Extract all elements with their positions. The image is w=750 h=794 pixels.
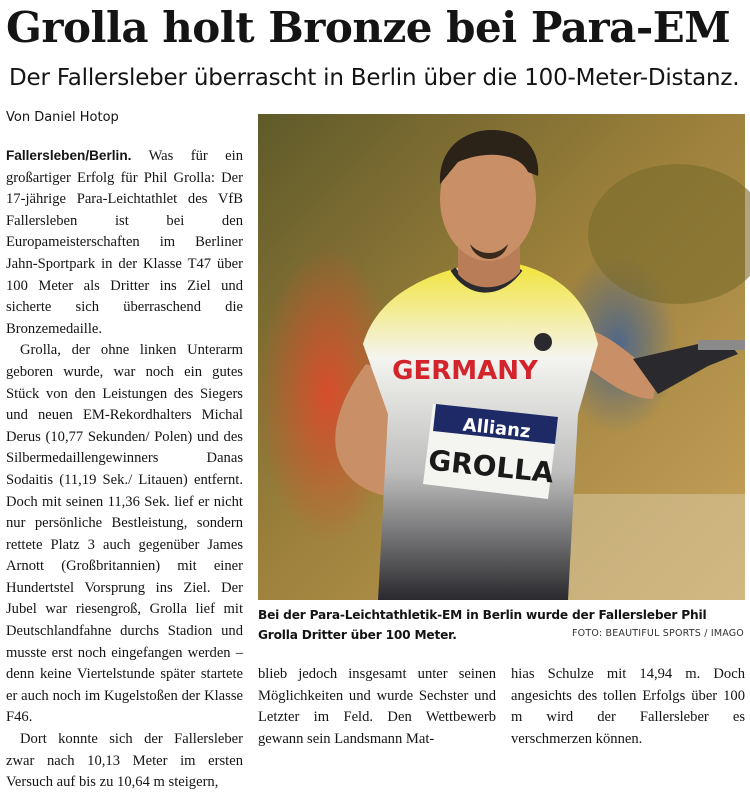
bib-name-text: GROLLA xyxy=(426,443,556,490)
paragraph-2: Grolla, der ohne linken Unterarm geboren wurde, war noch ein gutes Stück von den Leistungen des Siegers und neuen EM-Rekordhalters Michal Derus (10,77 Sekunden/ Polen) und des Silbermedaillengewinners Danas Sodaitis (11,19 Sek./ Litauen) entfernt. Doch mit seinen 11,36 Sek. lief er nicht nur persönliche Bestleistung, sondern rettete Platz 3 auch gegenüber James Arnott (Großbritannien) mit einer Hundertstel Vorsprung ins Ziel. Der Jubel war riesengroß, Grolla lief mit Deutschlandfahne durchs Stadion und musste erst noch eingefangen werden – denn keine Viertelstunde später startete er auch noch im Kugelstoßen der Klasse F46. xyxy=(6,342,243,726)
column-2-text: blieb jedoch insgesamt unter seinen Möglichkeiten und wurde Sechster und Letzter im Feld. Den Wettbewerb gewann sein Landsmann Mat- xyxy=(258,666,496,747)
article-column-1 xyxy=(6,145,244,791)
paragraph-3: Dort konnte sich der Fallersleber zwar nach 10,13 Meter im ersten Versuch auf bis zu 10,64 m steigern, xyxy=(6,731,243,791)
article-subheadline: Der Fallersleber überrascht in Berlin über die 100-Meter-Distanz. xyxy=(9,65,740,91)
byline: Von Daniel Hotop xyxy=(6,110,119,125)
article-column-3 xyxy=(511,664,745,745)
photo-caption: Bei der Para-Leichtathletik-EM in Berlin wurde der Fallersleber Phil Grolla Dritter über 100 Meter. xyxy=(258,608,707,642)
article-headline: Grolla holt Bronze bei Para-EM xyxy=(6,3,731,52)
photo-credit: FOTO: BEAUTIFUL SPORTS / IMAGO xyxy=(572,628,744,639)
dateline: Fallersleben/Berlin. xyxy=(6,148,132,163)
column-3-text: hias Schulze mit 14,94 m. Doch angesichts des tollen Erfolgs über 100 m wird der Fallersleber es verschmerzen können. xyxy=(511,666,745,747)
jersey-germany-text: GERMANY xyxy=(392,356,538,386)
article-column-2 xyxy=(258,664,496,745)
paragraph-1 xyxy=(6,145,243,340)
athlete-photo xyxy=(258,114,745,600)
paragraph-1-text: Was für ein großartiger Erfolg für Phil Grolla: Der 17-jährige Para-Leichtathlet des VfB Fallersleben ist bei den Europameisterschaften im Berliner Jahn-Sportpark in der Klasse T47 über 100 Meter als Dritter ins Ziel und sicherte sich überraschend die Bronzemedaille. xyxy=(6,148,244,337)
bib-sponsor-text: Allianz xyxy=(461,414,532,443)
athlete-illustration xyxy=(258,114,745,600)
